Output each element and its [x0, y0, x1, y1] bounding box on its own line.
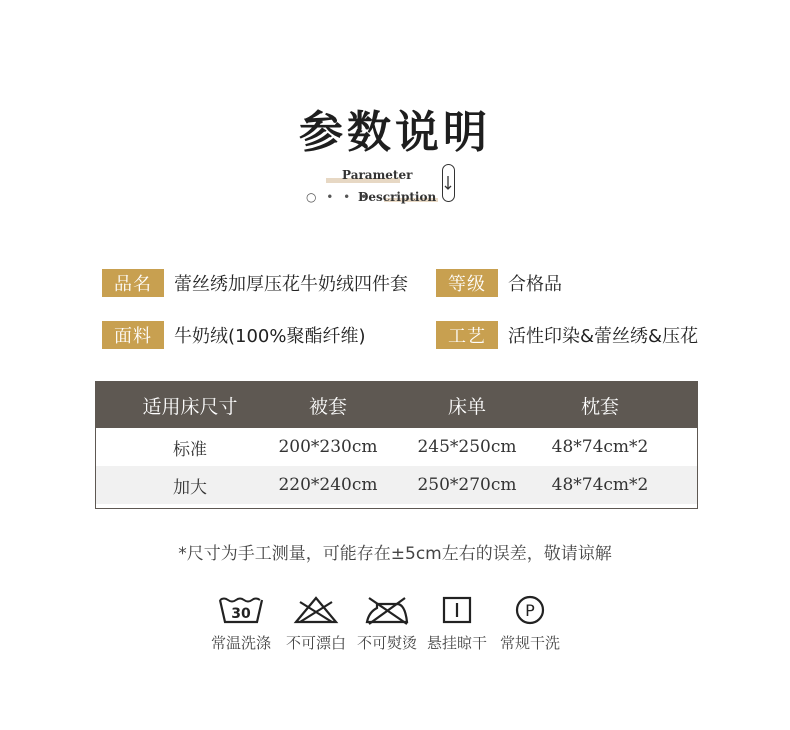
param-fabric: [102, 321, 366, 349]
param-label: 品名: [102, 269, 164, 297]
table-cell: 标准: [173, 439, 207, 460]
size-table: [95, 381, 698, 509]
wash-30-icon: [217, 594, 265, 626]
care-label: 常温洗涤: [210, 634, 271, 652]
param-label: 工艺: [436, 321, 498, 349]
care-item-dry-clean: [492, 594, 568, 653]
table-header-cell: 床单: [447, 395, 487, 418]
table-row: [96, 428, 697, 466]
table-cell: 加大: [173, 477, 207, 498]
table-row: [96, 466, 697, 504]
no-iron-icon: [363, 594, 411, 626]
param-value: 合格品: [508, 274, 562, 295]
care-item-hang-dry: [419, 594, 495, 653]
care-item-wash: [203, 594, 279, 653]
decor-dots: ○ • • •: [306, 190, 371, 204]
table-header-row: [96, 382, 697, 428]
table-cell: 48*74cm*2: [551, 437, 649, 457]
wash-temperature: 30: [231, 606, 251, 622]
table-header-cell: 适用床尺寸: [142, 395, 238, 418]
param-label: 等级: [436, 269, 498, 297]
table-cell: 220*240cm: [278, 475, 378, 495]
param-craft: [436, 321, 698, 349]
dry-clean-p-icon: [506, 594, 554, 626]
care-label: 常规干洗: [499, 634, 560, 652]
care-label: 不可熨烫: [356, 634, 417, 652]
subtitle-parameter: Parameter: [342, 168, 413, 182]
table-cell: 200*230cm: [278, 437, 378, 457]
scroll-down-icon: [442, 164, 455, 202]
subtitle-block: [300, 162, 470, 208]
param-label: 面料: [102, 321, 164, 349]
param-value: 牛奶绒(100%聚酯纤维): [174, 326, 366, 347]
table-cell: 250*270cm: [417, 475, 517, 495]
subtitle-description: Description: [358, 190, 437, 204]
dry-clean-letter: P: [525, 601, 535, 620]
care-item-no-bleach: [278, 594, 354, 653]
hang-dry-icon: [433, 594, 481, 626]
table-header-cell: 枕套: [580, 395, 620, 418]
param-value: 蕾丝绣加厚压花牛奶绒四件套: [174, 274, 408, 295]
table-cell: 245*250cm: [417, 437, 517, 457]
param-name: [102, 269, 408, 297]
care-label: 悬挂晾干: [426, 634, 487, 652]
table-header-cell: 被套: [308, 395, 348, 418]
page-title: 参数说明: [299, 107, 491, 158]
care-label: 不可漂白: [285, 634, 346, 652]
no-bleach-icon: [292, 594, 340, 626]
table-cell: 48*74cm*2: [551, 475, 649, 495]
param-value: 活性印染&蕾丝绣&压花: [508, 326, 699, 347]
measurement-note: *尺寸为手工测量，可能存在±5cm左右的误差，敬请谅解: [178, 544, 612, 564]
care-item-no-iron: [349, 594, 425, 653]
param-grade: [436, 269, 562, 297]
